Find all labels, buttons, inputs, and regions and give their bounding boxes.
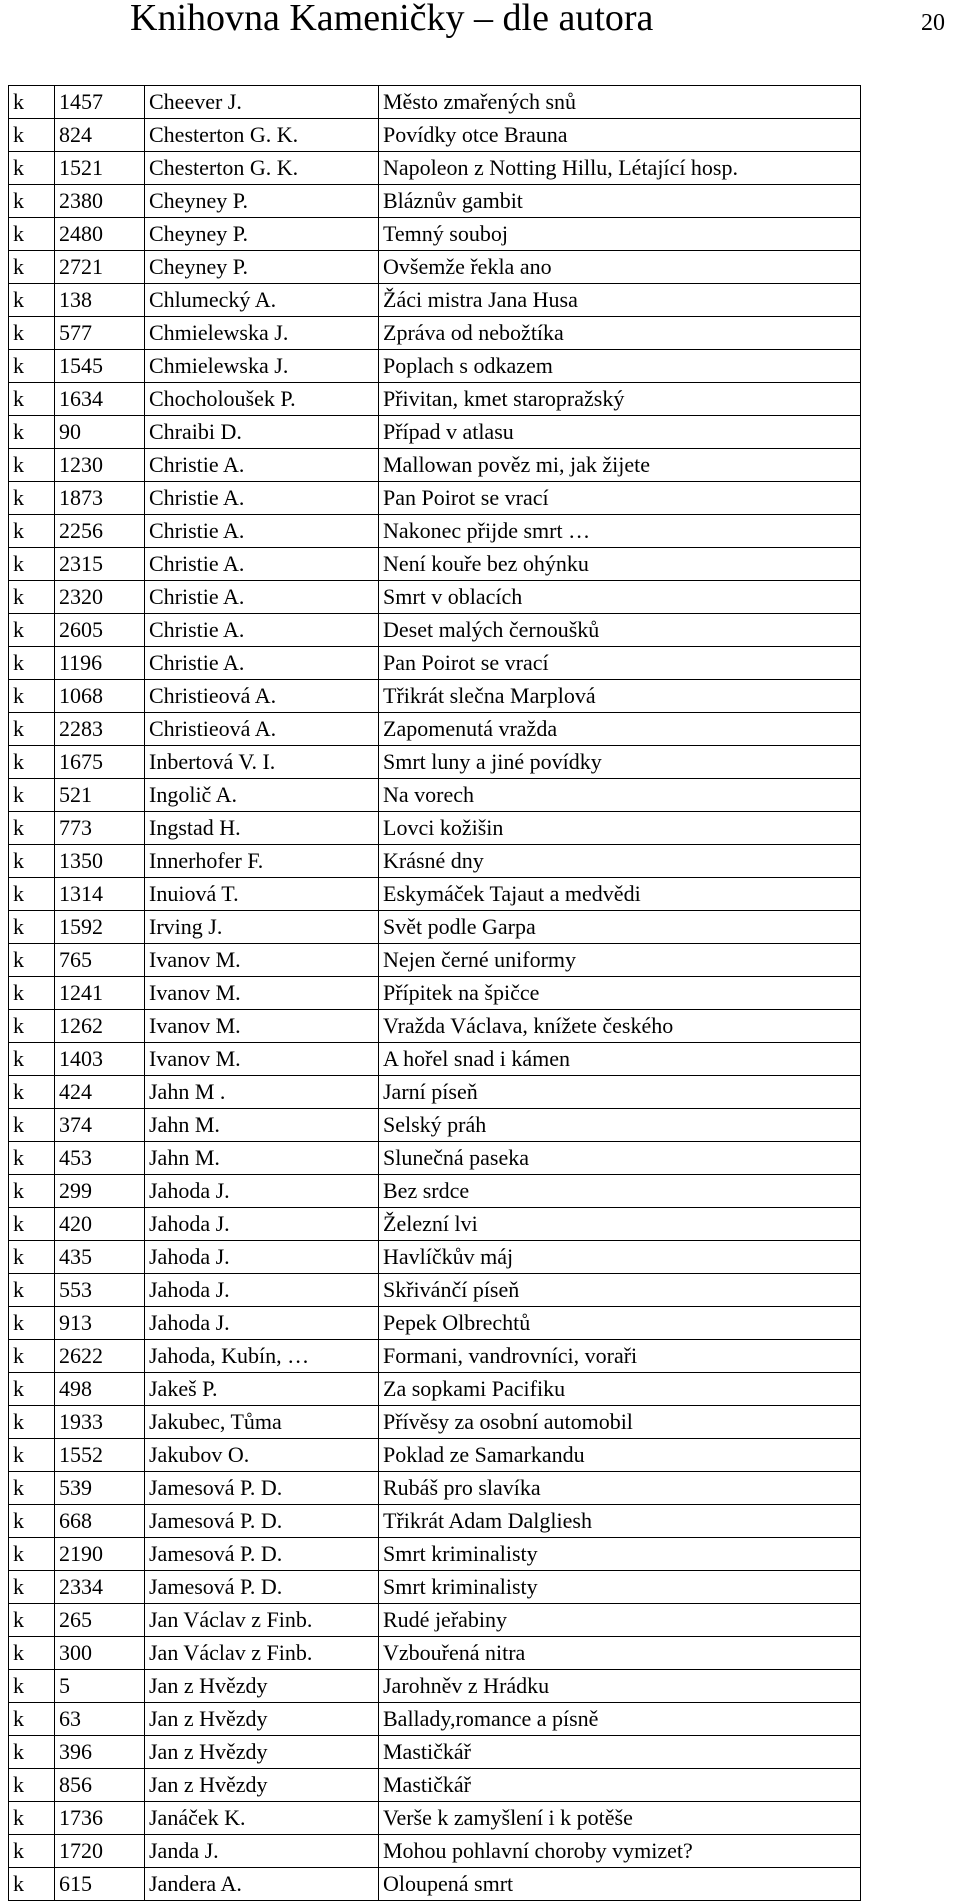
cell-author: Chmielewska J. [145, 350, 379, 383]
cell-type: k [9, 647, 55, 680]
table-row [9, 185, 861, 218]
cell-author: Jandera A. [145, 1868, 379, 1901]
cell-number: 2256 [55, 515, 145, 548]
cell-type: k [9, 416, 55, 449]
cell-type: k [9, 548, 55, 581]
cell-number: 265 [55, 1604, 145, 1637]
cell-title: Přípitek na špičce [379, 977, 861, 1010]
cell-author: Jamesová P. D. [145, 1505, 379, 1538]
table-row [9, 1406, 861, 1439]
cell-author: Irving J. [145, 911, 379, 944]
cell-type: k [9, 1472, 55, 1505]
cell-type: k [9, 119, 55, 152]
cell-title: Na vorech [379, 779, 861, 812]
cell-author: Christie A. [145, 614, 379, 647]
cell-number: 2380 [55, 185, 145, 218]
catalog-table [8, 85, 861, 1901]
cell-title: Žáci mistra Jana Husa [379, 284, 861, 317]
cell-title: Poplach s odkazem [379, 350, 861, 383]
cell-number: 2190 [55, 1538, 145, 1571]
cell-number: 498 [55, 1373, 145, 1406]
cell-author: Christieová A. [145, 713, 379, 746]
table-row [9, 548, 861, 581]
cell-number: 2480 [55, 218, 145, 251]
cell-number: 615 [55, 1868, 145, 1901]
cell-title: Třikrát Adam Dalgliesh [379, 1505, 861, 1538]
table-row [9, 581, 861, 614]
table-row [9, 1769, 861, 1802]
cell-type: k [9, 1043, 55, 1076]
cell-author: Inbertová V. I. [145, 746, 379, 779]
table-row [9, 1604, 861, 1637]
cell-type: k [9, 1208, 55, 1241]
cell-title: Bez srdce [379, 1175, 861, 1208]
cell-author: Christie A. [145, 515, 379, 548]
table-row [9, 1703, 861, 1736]
cell-author: Jan z Hvězdy [145, 1769, 379, 1802]
table-row [9, 1175, 861, 1208]
cell-number: 453 [55, 1142, 145, 1175]
cell-type: k [9, 218, 55, 251]
cell-type: k [9, 1736, 55, 1769]
table-row [9, 1208, 861, 1241]
table-row [9, 911, 861, 944]
cell-type: k [9, 680, 55, 713]
table-row [9, 746, 861, 779]
cell-title: Vražda Václava, knížete českého [379, 1010, 861, 1043]
cell-title: Selský práh [379, 1109, 861, 1142]
cell-author: Chesterton G. K. [145, 152, 379, 185]
cell-type: k [9, 911, 55, 944]
cell-author: Chesterton G. K. [145, 119, 379, 152]
cell-author: Jahoda, Kubín, … [145, 1340, 379, 1373]
table-row [9, 86, 861, 119]
cell-number: 2622 [55, 1340, 145, 1373]
cell-number: 2334 [55, 1571, 145, 1604]
cell-title: Město zmařených snů [379, 86, 861, 119]
cell-number: 1350 [55, 845, 145, 878]
cell-number: 90 [55, 416, 145, 449]
cell-number: 765 [55, 944, 145, 977]
cell-title: Ovšemže řekla ano [379, 251, 861, 284]
cell-title: Pepek Olbrechtů [379, 1307, 861, 1340]
cell-title: Zapomenutá vražda [379, 713, 861, 746]
cell-title: Pan Poirot se vrací [379, 482, 861, 515]
table-row [9, 1472, 861, 1505]
cell-author: Chocholoušek P. [145, 383, 379, 416]
cell-type: k [9, 1109, 55, 1142]
cell-author: Ingstad H. [145, 812, 379, 845]
cell-number: 1634 [55, 383, 145, 416]
cell-number: 773 [55, 812, 145, 845]
cell-type: k [9, 1769, 55, 1802]
cell-title: Ballady,romance a písně [379, 1703, 861, 1736]
cell-number: 1068 [55, 680, 145, 713]
cell-title: Bláznův gambit [379, 185, 861, 218]
cell-number: 553 [55, 1274, 145, 1307]
cell-author: Christie A. [145, 449, 379, 482]
cell-number: 824 [55, 119, 145, 152]
cell-title: Smrt v oblacích [379, 581, 861, 614]
cell-type: k [9, 878, 55, 911]
table-row [9, 515, 861, 548]
cell-number: 856 [55, 1769, 145, 1802]
cell-title: Verše k zamyšlení i k potěše [379, 1802, 861, 1835]
cell-title: Skřivánčí píseň [379, 1274, 861, 1307]
table-row [9, 680, 861, 713]
cell-author: Jahoda J. [145, 1274, 379, 1307]
cell-author: Christie A. [145, 548, 379, 581]
table-row [9, 1373, 861, 1406]
cell-type: k [9, 284, 55, 317]
table-row [9, 317, 861, 350]
table-row [9, 1835, 861, 1868]
cell-type: k [9, 1835, 55, 1868]
cell-type: k [9, 1538, 55, 1571]
cell-type: k [9, 1010, 55, 1043]
cell-type: k [9, 152, 55, 185]
cell-title: Mastičkář [379, 1736, 861, 1769]
cell-title: Za sopkami Pacifiku [379, 1373, 861, 1406]
cell-type: k [9, 1142, 55, 1175]
cell-type: k [9, 251, 55, 284]
cell-type: k [9, 1703, 55, 1736]
cell-title: Mastičkář [379, 1769, 861, 1802]
cell-type: k [9, 1175, 55, 1208]
cell-number: 374 [55, 1109, 145, 1142]
cell-type: k [9, 515, 55, 548]
table-row [9, 416, 861, 449]
cell-number: 1933 [55, 1406, 145, 1439]
table-row [9, 1010, 861, 1043]
cell-title: Případ v atlasu [379, 416, 861, 449]
cell-title: Jarohněv z Hrádku [379, 1670, 861, 1703]
cell-number: 2283 [55, 713, 145, 746]
cell-title: Svět podle Garpa [379, 911, 861, 944]
cell-type: k [9, 779, 55, 812]
cell-number: 2721 [55, 251, 145, 284]
table-row [9, 812, 861, 845]
table-row [9, 1637, 861, 1670]
cell-author: Christieová A. [145, 680, 379, 713]
cell-type: k [9, 1802, 55, 1835]
table-row [9, 1736, 861, 1769]
cell-number: 424 [55, 1076, 145, 1109]
table-row [9, 614, 861, 647]
cell-author: Ivanov M. [145, 1043, 379, 1076]
table-row [9, 1043, 861, 1076]
cell-author: Jakeš P. [145, 1373, 379, 1406]
cell-title: Zpráva od nebožtíka [379, 317, 861, 350]
cell-author: Jahn M . [145, 1076, 379, 1109]
cell-author: Jahoda J. [145, 1175, 379, 1208]
cell-title: Smrt kriminalisty [379, 1571, 861, 1604]
table-row [9, 1538, 861, 1571]
cell-title: Přivitan, kmet staropražský [379, 383, 861, 416]
cell-type: k [9, 581, 55, 614]
cell-author: Jamesová P. D. [145, 1538, 379, 1571]
cell-title: Přívěsy za osobní automobil [379, 1406, 861, 1439]
cell-author: Jahn M. [145, 1142, 379, 1175]
cell-number: 1592 [55, 911, 145, 944]
table-row [9, 845, 861, 878]
cell-title: A hořel snad i kámen [379, 1043, 861, 1076]
cell-author: Jan Václav z Finb. [145, 1637, 379, 1670]
cell-number: 2605 [55, 614, 145, 647]
cell-type: k [9, 1571, 55, 1604]
cell-number: 1241 [55, 977, 145, 1010]
cell-author: Jahoda J. [145, 1307, 379, 1340]
table-row [9, 482, 861, 515]
cell-type: k [9, 350, 55, 383]
cell-title: Vzbouřená nitra [379, 1637, 861, 1670]
cell-author: Janda J. [145, 1835, 379, 1868]
cell-number: 577 [55, 317, 145, 350]
cell-title: Povídky otce Brauna [379, 119, 861, 152]
cell-number: 138 [55, 284, 145, 317]
cell-title: Rubáš pro slavíka [379, 1472, 861, 1505]
cell-number: 300 [55, 1637, 145, 1670]
table-row [9, 878, 861, 911]
cell-type: k [9, 944, 55, 977]
cell-type: k [9, 1340, 55, 1373]
cell-type: k [9, 449, 55, 482]
cell-title: Smrt kriminalisty [379, 1538, 861, 1571]
cell-number: 2315 [55, 548, 145, 581]
cell-type: k [9, 1373, 55, 1406]
cell-number: 521 [55, 779, 145, 812]
cell-title: Formani, vandrovníci, voraři [379, 1340, 861, 1373]
cell-title: Jarní píseň [379, 1076, 861, 1109]
cell-author: Cheyney P. [145, 185, 379, 218]
cell-author: Janáček K. [145, 1802, 379, 1835]
cell-type: k [9, 1274, 55, 1307]
table-row [9, 1340, 861, 1373]
cell-author: Cheever J. [145, 86, 379, 119]
cell-type: k [9, 317, 55, 350]
table-row [9, 383, 861, 416]
page-number: 20 [921, 10, 945, 36]
table-row [9, 1505, 861, 1538]
cell-author: Ingolič A. [145, 779, 379, 812]
table-row [9, 284, 861, 317]
cell-title: Není kouře bez ohýnku [379, 548, 861, 581]
cell-title: Poklad ze Samarkandu [379, 1439, 861, 1472]
cell-title: Rudé jeřabiny [379, 1604, 861, 1637]
cell-type: k [9, 1868, 55, 1901]
table-row [9, 152, 861, 185]
cell-author: Jahn M. [145, 1109, 379, 1142]
cell-author: Christie A. [145, 482, 379, 515]
table-row [9, 350, 861, 383]
cell-title: Havlíčkův máj [379, 1241, 861, 1274]
cell-type: k [9, 1406, 55, 1439]
table-row [9, 1274, 861, 1307]
cell-number: 1720 [55, 1835, 145, 1868]
cell-author: Jan Václav z Finb. [145, 1604, 379, 1637]
cell-title: Eskymáček Tajaut a medvědi [379, 878, 861, 911]
cell-author: Ivanov M. [145, 944, 379, 977]
cell-number: 1262 [55, 1010, 145, 1043]
cell-number: 420 [55, 1208, 145, 1241]
cell-author: Jahoda J. [145, 1241, 379, 1274]
catalog-table-body [9, 86, 861, 1901]
table-row [9, 1142, 861, 1175]
cell-author: Jan z Hvězdy [145, 1670, 379, 1703]
cell-number: 1403 [55, 1043, 145, 1076]
cell-type: k [9, 713, 55, 746]
cell-title: Pan Poirot se vrací [379, 647, 861, 680]
cell-number: 435 [55, 1241, 145, 1274]
cell-type: k [9, 977, 55, 1010]
cell-author: Christie A. [145, 647, 379, 680]
cell-number: 668 [55, 1505, 145, 1538]
page-header [0, 0, 960, 60]
cell-author: Jakubec, Tůma [145, 1406, 379, 1439]
cell-title: Krásné dny [379, 845, 861, 878]
table-row [9, 1109, 861, 1142]
cell-number: 63 [55, 1703, 145, 1736]
cell-type: k [9, 1604, 55, 1637]
cell-author: Cheyney P. [145, 218, 379, 251]
cell-number: 1196 [55, 647, 145, 680]
cell-author: Ivanov M. [145, 1010, 379, 1043]
cell-type: k [9, 1307, 55, 1340]
cell-number: 1545 [55, 350, 145, 383]
table-row [9, 977, 861, 1010]
table-row [9, 1571, 861, 1604]
cell-type: k [9, 185, 55, 218]
cell-number: 2320 [55, 581, 145, 614]
cell-type: k [9, 1505, 55, 1538]
cell-title: Temný souboj [379, 218, 861, 251]
cell-title: Třikrát slečna Marplová [379, 680, 861, 713]
table-row [9, 779, 861, 812]
table-row [9, 1868, 861, 1901]
table-row [9, 119, 861, 152]
cell-number: 1230 [55, 449, 145, 482]
cell-author: Chmielewska J. [145, 317, 379, 350]
cell-type: k [9, 482, 55, 515]
cell-type: k [9, 1439, 55, 1472]
cell-number: 299 [55, 1175, 145, 1208]
cell-title: Železní lvi [379, 1208, 861, 1241]
table-row [9, 647, 861, 680]
cell-author: Jahoda J. [145, 1208, 379, 1241]
cell-number: 1457 [55, 86, 145, 119]
cell-type: k [9, 614, 55, 647]
cell-type: k [9, 1241, 55, 1274]
cell-author: Cheyney P. [145, 251, 379, 284]
cell-author: Ivanov M. [145, 977, 379, 1010]
cell-author: Jan z Hvězdy [145, 1703, 379, 1736]
cell-author: Jamesová P. D. [145, 1571, 379, 1604]
cell-number: 1552 [55, 1439, 145, 1472]
cell-title: Slunečná paseka [379, 1142, 861, 1175]
page-title: Knihovna Kameničky – dle autora [130, 0, 654, 39]
table-row [9, 944, 861, 977]
table-row [9, 1439, 861, 1472]
cell-author: Chlumecký A. [145, 284, 379, 317]
cell-title: Nejen černé uniformy [379, 944, 861, 977]
table-row [9, 1076, 861, 1109]
table-row [9, 218, 861, 251]
cell-title: Lovci kožišin [379, 812, 861, 845]
table-row [9, 713, 861, 746]
table-row [9, 449, 861, 482]
cell-type: k [9, 746, 55, 779]
cell-number: 396 [55, 1736, 145, 1769]
cell-author: Jamesová P. D. [145, 1472, 379, 1505]
cell-number: 539 [55, 1472, 145, 1505]
table-row [9, 1241, 861, 1274]
table-row [9, 1802, 861, 1835]
cell-author: Innerhofer F. [145, 845, 379, 878]
cell-author: Jan z Hvězdy [145, 1736, 379, 1769]
cell-type: k [9, 1670, 55, 1703]
cell-author: Inuiová T. [145, 878, 379, 911]
cell-number: 1314 [55, 878, 145, 911]
cell-type: k [9, 1076, 55, 1109]
cell-author: Chraibi D. [145, 416, 379, 449]
cell-number: 5 [55, 1670, 145, 1703]
cell-title: Mohou pohlavní choroby vymizet? [379, 1835, 861, 1868]
cell-type: k [9, 845, 55, 878]
cell-number: 1675 [55, 746, 145, 779]
cell-title: Mallowan pověz mi, jak žijete [379, 449, 861, 482]
cell-author: Jakubov O. [145, 1439, 379, 1472]
table-row [9, 251, 861, 284]
cell-type: k [9, 86, 55, 119]
cell-title: Oloupená smrt [379, 1868, 861, 1901]
cell-type: k [9, 383, 55, 416]
cell-title: Napoleon z Notting Hillu, Létající hosp. [379, 152, 861, 185]
cell-number: 1873 [55, 482, 145, 515]
table-row [9, 1307, 861, 1340]
cell-type: k [9, 812, 55, 845]
cell-type: k [9, 1637, 55, 1670]
cell-title: Smrt luny a jiné povídky [379, 746, 861, 779]
table-row [9, 1670, 861, 1703]
cell-title: Nakonec přijde smrt … [379, 515, 861, 548]
cell-number: 913 [55, 1307, 145, 1340]
cell-author: Christie A. [145, 581, 379, 614]
cell-title: Deset malých černoušků [379, 614, 861, 647]
cell-number: 1521 [55, 152, 145, 185]
cell-number: 1736 [55, 1802, 145, 1835]
